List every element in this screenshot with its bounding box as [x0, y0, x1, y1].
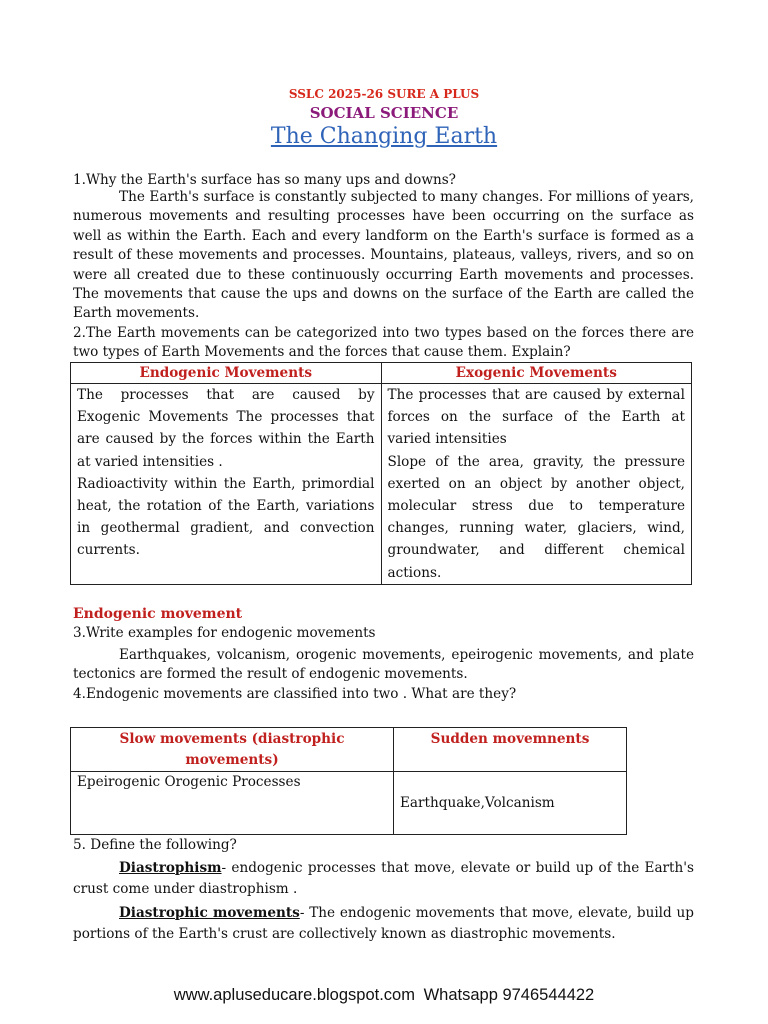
table-cell-sudden: Earthquake,Volcanism	[394, 772, 627, 835]
footer	[0, 986, 768, 1005]
section-heading: Endogenic movement	[73, 606, 243, 622]
table-header-exogenic: Exogenic Movements	[381, 363, 692, 384]
table-cell-endogenic	[71, 384, 382, 585]
endogenic-definition: The processes that are caused by Exogenic Movements The processes that are caused by the forces within the Earth at varied intensities .	[77, 387, 375, 470]
table-header-endogenic: Endogenic Movements	[71, 363, 382, 384]
table-cell-slow: Epeirogenic Orogenic Processes	[71, 772, 394, 835]
definition-diastrophism	[73, 858, 694, 900]
page-title: The Changing Earth	[270, 124, 498, 149]
header-subject: SOCIAL SCIENCE	[309, 104, 459, 122]
endogenic-forces: Radioactivity within the Earth, primordial heat, the rotation of the Earth, variations in geothermal gradient, and convection currents.	[77, 475, 375, 559]
def-diastrophism: - endogenic processes that move, elevate or build up of the Earth's crust come under diastrophism .	[73, 860, 694, 897]
table-cell-exogenic	[381, 384, 692, 585]
def-diastrophic-movements: - The endogenic movements that move, elevate, build up portions of the Earth's crust are collectively known as diastrophic movements.	[73, 905, 694, 942]
answer-3: Earthquakes, volcanism, orogenic movements, epeirogenic movements, and plate tectonics are formed the result of endogenic movements.	[73, 647, 694, 683]
table-header-sudden: Sudden movemnents	[394, 728, 627, 772]
footer-whatsapp: Whatsapp 9746544422	[423, 986, 595, 1004]
term-diastrophism: Diastrophism	[119, 860, 222, 876]
table-header-slow: Slow movements (diastrophic movements)	[71, 728, 394, 772]
term-diastrophic-movements: Diastrophic movements	[119, 905, 300, 921]
question-5: 5. Define the following?	[73, 837, 237, 853]
question-3: 3.Write examples for endogenic movements	[73, 625, 376, 641]
answer-1: The Earth's surface is constantly subjected to many changes. For millions of years, numerous movements and resulting processes have been occurring on the surface as well as within the Earth. Each and every landform on the Earth's surface is formed as a result of these movements and processes. Mountains, plateaus, valleys, rivers, and so on were all created due to these continuously occurring Earth movements and processes. The movements that cause the ups and downs on the surface of the Earth are called the Earth movements.	[73, 189, 694, 322]
header-exam-line: SSLC 2025-26 SURE A PLUS	[288, 87, 480, 101]
exogenic-forces: Slope of the area, gravity, the pressure exerted on an object by another object, molecular stress due to temperature changes, running water, glaciers, wind, groundwater, and different chemical actions.	[387, 453, 685, 581]
question-1: 1.Why the Earth's surface has so many ups and downs?	[73, 172, 456, 188]
question-4: 4.Endogenic movements are classified into two . What are they?	[73, 686, 517, 702]
definition-diastrophic-movements	[73, 903, 694, 945]
question-2: 2.The Earth movements can be categorized into two types based on the forces there are two types of Earth Movements and the forces that cause them. Explain?	[73, 325, 694, 361]
classification-table	[70, 727, 627, 835]
exogenic-definition: The processes that are caused by external forces on the surface of the Earth at varied intensities	[387, 387, 685, 448]
movements-table	[70, 362, 692, 585]
footer-website: www.apluseducare.blogspot.com	[173, 986, 415, 1004]
